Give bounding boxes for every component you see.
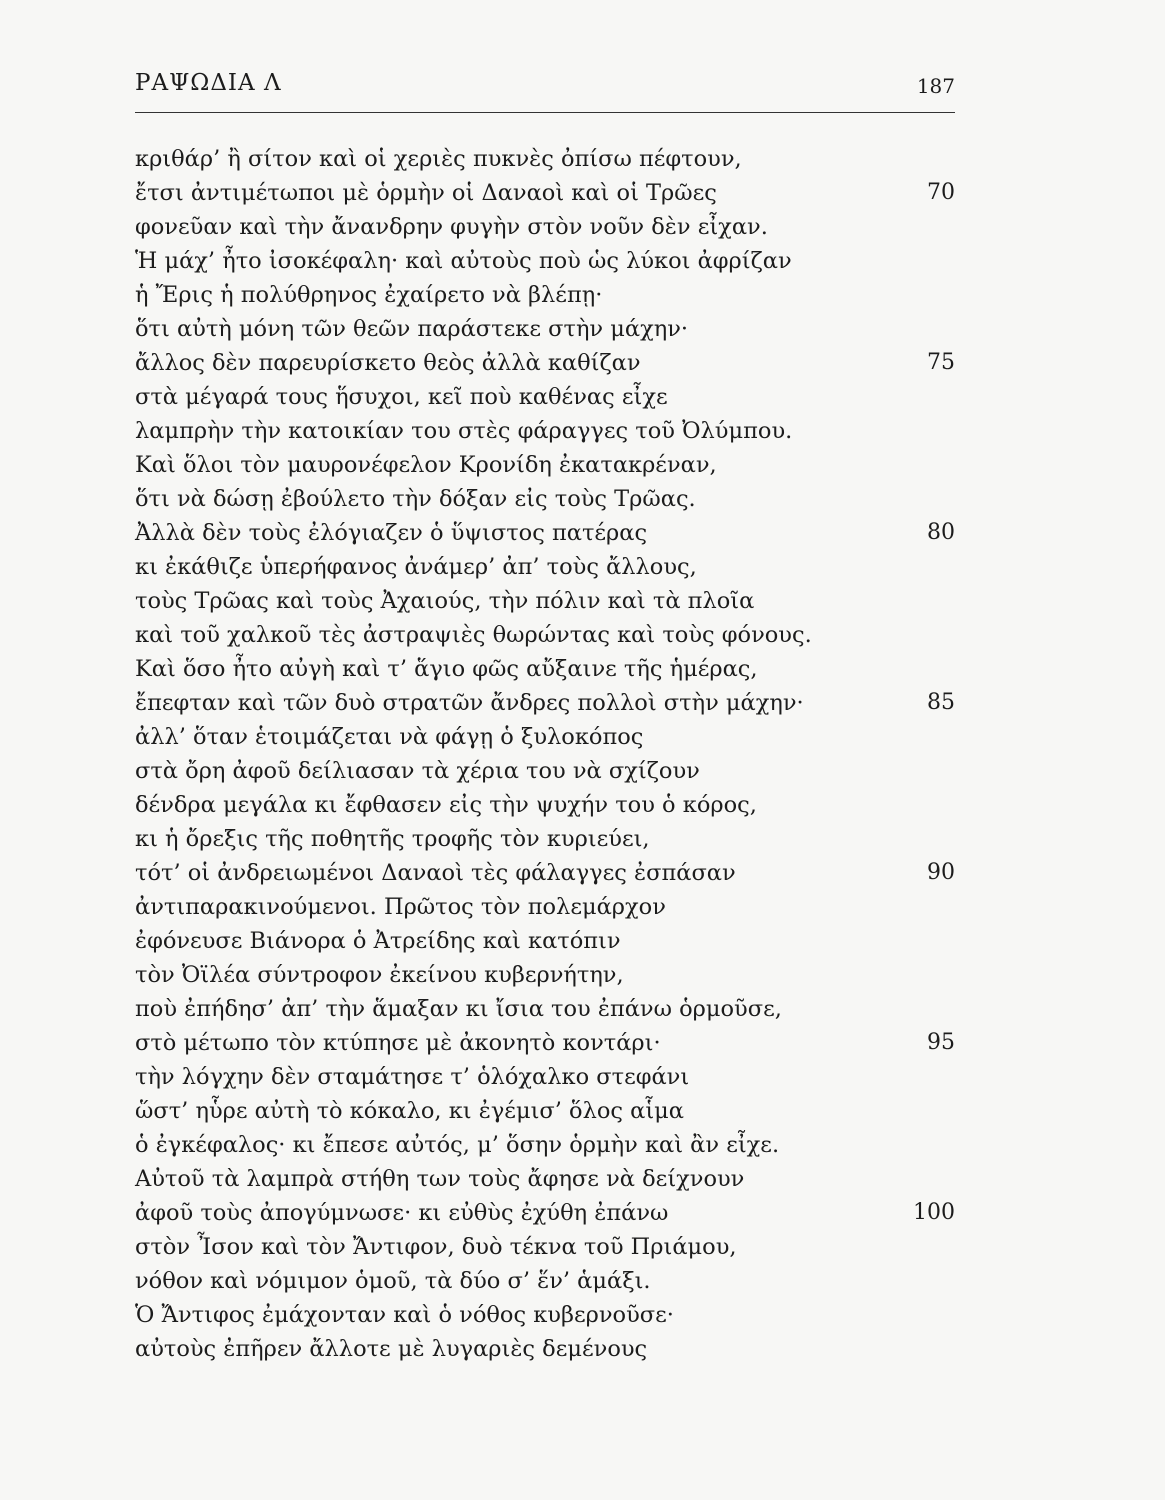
verse-line <box>135 1094 955 1128</box>
verse-text: νόθον καὶ νόμιμον ὁμοῦ, τὰ δύο σ’ ἕν’ ἁμάξι. <box>135 1268 651 1294</box>
verse-line <box>135 584 955 618</box>
header-rule <box>135 112 955 113</box>
verse-text: κι ἐκάθιζε ὑπερήφανος ἀνάμερ’ ἀπ’ τοὺς ἄλλους, <box>135 554 697 580</box>
line-number: 80 <box>927 520 955 545</box>
verse-text: ἡ Ἔρις ἡ πολύθρηνος ἐχαίρετο νὰ βλέπῃ· <box>135 282 603 308</box>
line-number: 90 <box>927 860 955 885</box>
verse-line <box>135 312 955 346</box>
verse-text: ὥστ’ ηὗρε αὐτὴ τὸ κόκαλο, κι ἐγέμισ’ ὅλος αἷμα <box>135 1098 684 1124</box>
verse-line <box>135 380 955 414</box>
verse-line <box>135 1230 955 1264</box>
verse-line <box>135 1196 955 1230</box>
verse-line <box>135 958 955 992</box>
verse-line <box>135 278 955 312</box>
page-number: 187 <box>916 74 955 98</box>
verse-text: Αὐτοῦ τὰ λαμπρὰ στήθη των τοὺς ἄφησε νὰ δείχνουν <box>135 1166 745 1192</box>
verse-line <box>135 244 955 278</box>
verse-line <box>135 142 955 176</box>
verse-text: αὐτοὺς ἐπῆρεν ἄλλοτε μὲ λυγαριὲς δεμένους <box>135 1336 648 1362</box>
verse-text: στὰ μέγαρά τους ἥσυχοι, κεῖ ποὺ καθένας εἶχε <box>135 384 668 410</box>
verse-text: Ἀλλὰ δὲν τοὺς ἐλόγιαζεν ὁ ὕψιστος πατέρας <box>135 520 648 546</box>
verse-text: ἔτσι ἀντιμέτωποι μὲ ὁρμὴν οἱ Δαναοὶ καὶ οἱ Τρῶες <box>135 180 717 206</box>
verse-text: Καὶ ὅσο ἦτο αὐγὴ καὶ τ’ ἅγιο φῶς αὔξαινε τῆς ἡμέρας, <box>135 656 758 682</box>
line-number: 75 <box>927 350 955 375</box>
verse-text: Ἡ μάχ’ ἦτο ἰσοκέφαλη· καὶ αὐτοὺς ποὺ ὡς λύκοι ἀφρίζαν <box>135 248 792 274</box>
verse-line <box>135 176 955 210</box>
verse-text: δένδρα μεγάλα κι ἔφθασεν εἰς τὴν ψυχήν του ὁ κόρος, <box>135 792 757 818</box>
verse-line <box>135 1264 955 1298</box>
verse-line <box>135 788 955 822</box>
line-number: 100 <box>913 1200 955 1225</box>
verse-line <box>135 550 955 584</box>
verse-text: Ὁ Ἄντιφος ἐμάχονταν καὶ ὁ νόθος κυβερνοῦσε· <box>135 1302 674 1328</box>
verse-text: καὶ τοῦ χαλκοῦ τὲς ἀστραψιὲς θωρώντας καὶ τοὺς φόνους. <box>135 622 812 648</box>
verse-line <box>135 482 955 516</box>
verse-text: τοὺς Τρῶας καὶ τοὺς Ἀχαιούς, τὴν πόλιν καὶ τὰ πλοῖα <box>135 588 755 614</box>
verse-line <box>135 1026 955 1060</box>
verse-line <box>135 856 955 890</box>
verse-line <box>135 210 955 244</box>
verse-line <box>135 1332 955 1366</box>
verse-text: ἄλλος δὲν παρευρίσκετο θεὸς ἀλλὰ καθίζαν <box>135 350 641 376</box>
verse-line <box>135 686 955 720</box>
verse-text: κριθάρ’ ἢ σίτον καὶ οἱ χεριὲς πυκνὲς ὀπίσω πέφτουν, <box>135 146 742 172</box>
verse-text: ἀντιπαρακινούμενοι. Πρῶτος τὸν πολεμάρχον <box>135 894 666 920</box>
verse-text: κι ἡ ὄρεξις τῆς ποθητῆς τροφῆς τὸν κυριεύει, <box>135 826 650 852</box>
poem-text <box>135 142 955 1366</box>
verse-line <box>135 720 955 754</box>
verse-text: τὸν Ὀϊλέα σύντροφον ἐκείνου κυβερνήτην, <box>135 962 624 988</box>
verse-text: ὁ ἐγκέφαλος· κι ἔπεσε αὐτός, μ’ ὅσην ὁρμὴν καὶ ἂν εἶχε. <box>135 1132 780 1158</box>
verse-line <box>135 414 955 448</box>
verse-line <box>135 1162 955 1196</box>
verse-text: στὸν Ἶσον καὶ τὸν Ἄντιφον, δυὸ τέκνα τοῦ Πριάμου, <box>135 1234 737 1260</box>
verse-text: στὸ μέτωπο τὸν κτύπησε μὲ ἀκονητὸ κοντάρι· <box>135 1030 661 1056</box>
page-header <box>135 70 955 112</box>
line-number: 95 <box>927 1030 955 1055</box>
line-number: 70 <box>927 180 955 205</box>
line-number: 85 <box>927 690 955 715</box>
verse-text: Καὶ ὅλοι τὸν μαυρονέφελον Κρονίδη ἐκατακρέναν, <box>135 452 717 478</box>
verse-text: τότ’ οἱ ἀνδρειωμένοι Δαναοὶ τὲς φάλαγγες ἐσπάσαν <box>135 860 736 886</box>
verse-text: ἀφοῦ τοὺς ἀπογύμνωσε· κι εὐθὺς ἐχύθη ἐπάνω <box>135 1200 669 1226</box>
verse-text: ἐφόνευσε Βιάνορα ὁ Ἀτρείδης καὶ κατόπιν <box>135 928 621 954</box>
verse-line <box>135 1298 955 1332</box>
verse-line <box>135 992 955 1026</box>
verse-line <box>135 618 955 652</box>
verse-text: ποὺ ἐπήδησ’ ἀπ’ τὴν ἅμαξαν κι ἴσια του ἐπάνω ὁρμοῦσε, <box>135 996 782 1022</box>
verse-line <box>135 448 955 482</box>
verse-text: στὰ ὄρη ἀφοῦ δείλιασαν τὰ χέρια του νὰ σχίζουν <box>135 758 700 784</box>
verse-text: ὅτι αὐτὴ μόνη τῶν θεῶν παράστεκε στὴν μάχην· <box>135 316 689 342</box>
verse-line <box>135 1060 955 1094</box>
verse-text: λαμπρὴν τὴν κατοικίαν του στὲς φάραγγες τοῦ Ὀλύμπου. <box>135 418 793 444</box>
verse-line <box>135 652 955 686</box>
verse-text: φονεῦαν καὶ τὴν ἄνανδρην φυγὴν στὸν νοῦν δὲν εἶχαν. <box>135 214 768 240</box>
verse-text: ἀλλ’ ὅταν ἑτοιμάζεται νὰ φάγῃ ὁ ξυλοκόπος <box>135 724 644 750</box>
verse-line <box>135 890 955 924</box>
verse-line <box>135 1128 955 1162</box>
verse-line <box>135 822 955 856</box>
chapter-title: ΡΑΨΩΔΙΑ Λ <box>135 70 282 96</box>
verse-line <box>135 346 955 380</box>
verse-line <box>135 516 955 550</box>
verse-text: τὴν λόγχην δὲν σταμάτησε τ’ ὁλόχαλκο στεφάνι <box>135 1064 690 1090</box>
verse-line <box>135 924 955 958</box>
verse-text: ἔπεφταν καὶ τῶν δυὸ στρατῶν ἄνδρες πολλοὶ στὴν μάχην· <box>135 690 804 716</box>
verse-line <box>135 754 955 788</box>
verse-text: ὅτι νὰ δώσῃ ἐβούλετο τὴν δόξαν εἰς τοὺς Τρῶας. <box>135 486 696 512</box>
